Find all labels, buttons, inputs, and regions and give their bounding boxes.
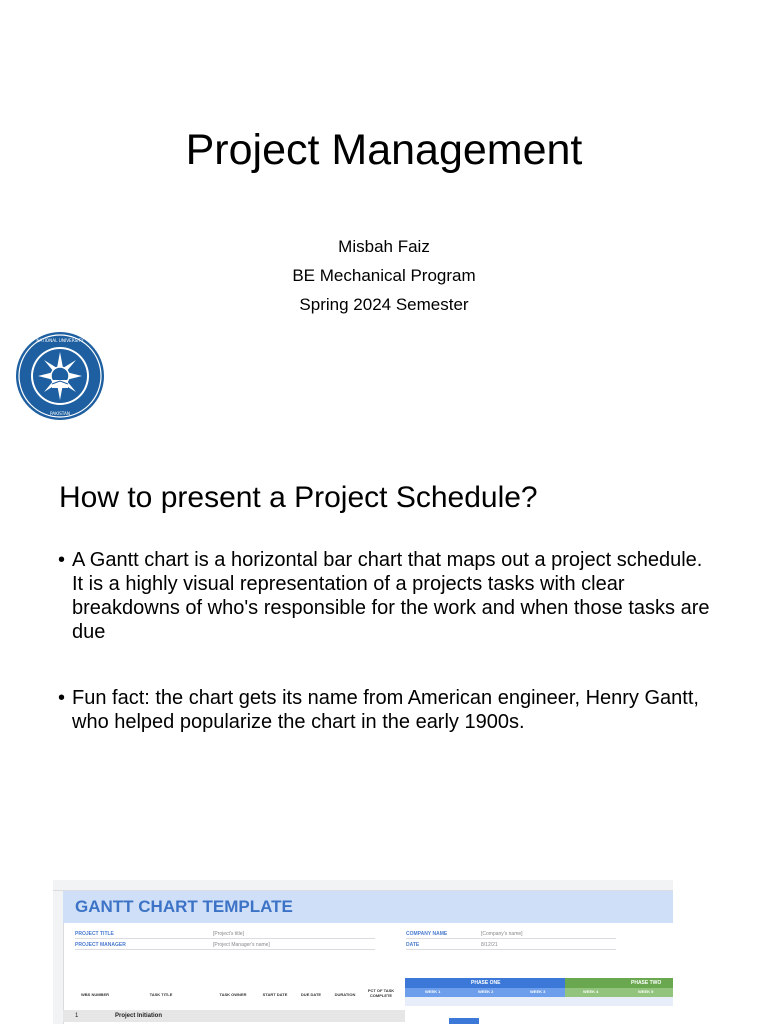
list-item <box>58 548 718 644</box>
project-manager-label: PROJECT MANAGER <box>75 942 126 948</box>
column-header: START DATE <box>262 992 288 997</box>
column-header: TASK TITLE <box>149 992 173 997</box>
author-name: Misbah Faiz <box>338 237 430 256</box>
slide-heading: How to present a Project Schedule? <box>59 481 538 514</box>
project-title-value: [Project's title] <box>213 931 244 937</box>
week-label: WEEK 5 <box>638 989 654 994</box>
project-manager-value: [Project Manager's name] <box>213 942 270 948</box>
week-label: WEEK 4 <box>583 989 599 994</box>
divider <box>75 949 375 950</box>
gantt-bar <box>449 1018 479 1024</box>
column-header: DURATION <box>334 992 356 997</box>
company-name-value: [Company's name] <box>481 931 523 937</box>
column-header: WBS NUMBER <box>81 992 109 997</box>
divider <box>406 949 616 950</box>
divider <box>75 938 375 939</box>
content-slide <box>0 448 768 1024</box>
company-name-label: COMPANY NAME <box>406 931 448 937</box>
week-label: WEEK 3 <box>530 989 546 994</box>
bullet-icon: • <box>58 687 66 709</box>
date-value: 8/12/21 <box>481 942 498 948</box>
phase-one-label: PHASE ONE <box>471 980 501 986</box>
column-header-row <box>53 880 673 891</box>
template-title: GANTT CHART TEMPLATE <box>75 897 293 916</box>
divider <box>406 938 616 939</box>
bullet-icon: • <box>58 549 66 571</box>
project-title-label: PROJECT TITLE <box>75 931 114 937</box>
column-header: TASK OWNER <box>219 992 247 997</box>
phase-two-weeks <box>565 988 673 997</box>
week-label: WEEK 1 <box>425 989 441 994</box>
gantt-template-image <box>53 880 673 1024</box>
semester-name: Spring 2024 Semester <box>299 295 469 314</box>
list-item <box>58 686 718 734</box>
slide-title: Project Management <box>185 126 583 174</box>
bullet-text: A Gantt chart is a horizontal bar chart that maps out a project schedule. It is a highly visual representation of a projects tasks with clear breakdowns of who's responsible for the work and when those tasks are due <box>72 549 710 643</box>
bullet-text: Fun fact: the chart gets its name from American engineer, Henry Gantt, who helped popularize the chart in the early 1900s. <box>72 687 699 733</box>
row-task-title: Project Initiation <box>115 1013 163 1019</box>
bullet-list <box>58 548 718 734</box>
phase-two-label: PHASE TWO <box>631 980 662 986</box>
university-seal-icon <box>14 330 106 422</box>
column-header: DUE DATE <box>300 992 322 997</box>
template-banner <box>63 891 673 923</box>
week-label: WEEK 2 <box>478 989 494 994</box>
program-name: BE Mechanical Program <box>292 266 476 285</box>
svg-text:PAKISTAN: PAKISTAN <box>50 411 70 416</box>
title-slide <box>0 0 768 440</box>
column-header: PCT OF TASK COMPLETE <box>367 988 395 998</box>
svg-text:NATIONAL UNIVERSITY: NATIONAL UNIVERSITY <box>36 338 84 343</box>
date-label: DATE <box>406 942 420 948</box>
day-letter-row <box>405 997 673 1006</box>
row-number: 1 <box>75 1013 79 1019</box>
